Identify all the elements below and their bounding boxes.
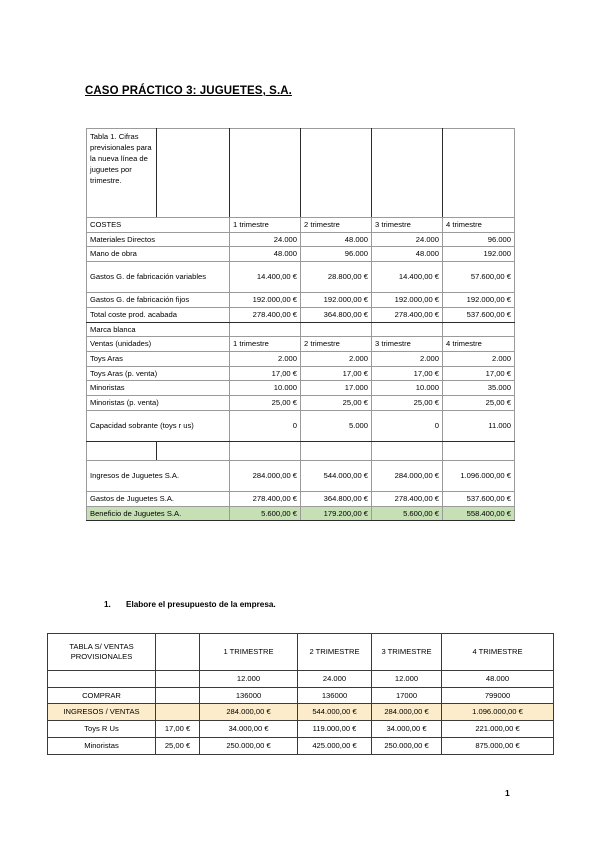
empty-cell: [230, 441, 301, 460]
row-label: Gastos G. de fabricación fijos: [87, 293, 230, 308]
row-value: 192.000,00 €: [372, 293, 443, 308]
empty-cell: [157, 129, 230, 218]
row-value: 28.800,00 €: [301, 262, 372, 293]
question-item-1: [104, 600, 276, 609]
row-value: 14.400,00 €: [230, 262, 301, 293]
benefit-row-value: 179.200,00 €: [301, 506, 372, 521]
empty-cell: [372, 322, 443, 337]
table-row: [87, 232, 515, 247]
row-value: 25,00 €: [443, 396, 515, 411]
income-row-label: INGRESOS / VENTAS: [48, 704, 156, 721]
row-value: 24.000: [230, 232, 301, 247]
sales-header-q2: 2 trimestre: [301, 337, 372, 352]
sales-header-q4: 4 trimestre: [443, 337, 515, 352]
row-value: 96.000: [443, 232, 515, 247]
row-value: 12.000: [200, 671, 298, 688]
row-value: 25,00 €: [372, 396, 443, 411]
income-row-value: 1.096.000,00 €: [442, 704, 554, 721]
row-value: 537.600,00 €: [443, 491, 515, 506]
row-value: 17,00 €: [443, 366, 515, 381]
row-value: 425.000,00 €: [298, 737, 372, 754]
empty-cell: [372, 441, 443, 460]
row-value: 57.600,00 €: [443, 262, 515, 293]
table-row: [48, 671, 554, 688]
row-value: 136000: [200, 687, 298, 704]
table2-header-q3: 3 TRIMESTRE: [372, 634, 442, 671]
row-label: Gastos de Juguetes S.A.: [87, 491, 230, 506]
table-row: [87, 441, 515, 460]
sales-header-q3: 3 trimestre: [372, 337, 443, 352]
row-value: 284.000,00 €: [230, 460, 301, 491]
table-row: [48, 687, 554, 704]
table-row: [87, 506, 515, 521]
table2-header-price: [156, 634, 200, 671]
income-row-price: [156, 704, 200, 721]
empty-cell: [372, 129, 443, 218]
row-label: [48, 671, 156, 688]
row-value: 250.000,00 €: [200, 737, 298, 754]
benefit-row-value: 558.400,00 €: [443, 506, 515, 521]
row-value: 24.000: [298, 671, 372, 688]
row-value: 0: [372, 410, 443, 441]
table-row: [48, 704, 554, 721]
empty-cell: [230, 129, 301, 218]
row-value: 875.000,00 €: [442, 737, 554, 754]
sales-header-label: Ventas (unidades): [87, 337, 230, 352]
row-value: 192.000,00 €: [301, 293, 372, 308]
table2-header-q2: 2 TRIMESTRE: [298, 634, 372, 671]
empty-cell: [301, 322, 372, 337]
table-row: [48, 737, 554, 754]
row-value: 17,00 €: [230, 366, 301, 381]
sales-header-q1: 1 trimestre: [230, 337, 301, 352]
row-price: 25,00 €: [156, 737, 200, 754]
row-value: 364.800,00 €: [301, 307, 372, 322]
row-value: 10.000: [372, 381, 443, 396]
row-value: 17,00 €: [372, 366, 443, 381]
row-value: 34.000,00 €: [372, 721, 442, 738]
costs-header-q3: 3 trimestre: [372, 218, 443, 233]
row-value: 544.000,00 €: [301, 460, 372, 491]
empty-cell: [87, 441, 157, 460]
table-row: [87, 322, 515, 337]
row-value: 2.000: [301, 352, 372, 367]
row-label: Toys Aras (p. venta): [87, 366, 230, 381]
row-label: Capacidad sobrante (toys r us): [87, 410, 230, 441]
row-value: 284.000,00 €: [372, 460, 443, 491]
row-value: 278.400,00 €: [372, 307, 443, 322]
income-row-value: 284.000,00 €: [372, 704, 442, 721]
row-value: 2.000: [230, 352, 301, 367]
row-value: 192.000,00 €: [230, 293, 301, 308]
row-value: 2.000: [372, 352, 443, 367]
table-cifras-previsionales: [86, 128, 515, 521]
table-row: [87, 262, 515, 293]
table-row: [87, 337, 515, 352]
row-value: 17,00 €: [301, 366, 372, 381]
row-value: 48.000: [230, 247, 301, 262]
page-title: CASO PRÁCTICO 3: JUGUETES, S.A.: [85, 85, 292, 97]
table-row: [87, 460, 515, 491]
row-label: Materiales Directos: [87, 232, 230, 247]
benefit-row-value: 5.600,00 €: [230, 506, 301, 521]
table-row: [87, 396, 515, 411]
table2-header-q4: 4 TRIMESTRE: [442, 634, 554, 671]
table-row: [87, 491, 515, 506]
row-value: 34.000,00 €: [200, 721, 298, 738]
row-label: Total coste prod. acabada: [87, 307, 230, 322]
row-value: 1.096.000,00 €: [443, 460, 515, 491]
row-value: 48.000: [301, 232, 372, 247]
empty-cell: [157, 441, 230, 460]
row-value: 48.000: [442, 671, 554, 688]
row-value: 24.000: [372, 232, 443, 247]
row-price: [156, 687, 200, 704]
row-value: 25,00 €: [301, 396, 372, 411]
table2-container: [47, 633, 553, 755]
table2-header-q1: 1 TRIMESTRE: [200, 634, 298, 671]
row-value: 25,00 €: [230, 396, 301, 411]
table-row: [87, 410, 515, 441]
row-value: 14.400,00 €: [372, 262, 443, 293]
row-value: 2.000: [443, 352, 515, 367]
costs-header-q4: 4 trimestre: [443, 218, 515, 233]
row-value: 11.000: [443, 410, 515, 441]
table-row: [87, 293, 515, 308]
row-price: [156, 671, 200, 688]
row-label: Minoristas: [87, 381, 230, 396]
row-value: 17000: [372, 687, 442, 704]
table-row: [87, 352, 515, 367]
row-value: 192.000,00 €: [443, 293, 515, 308]
row-value: 0: [230, 410, 301, 441]
empty-cell: [301, 441, 372, 460]
row-value: 364.800,00 €: [301, 491, 372, 506]
row-value: 537.600,00 €: [443, 307, 515, 322]
income-row-value: 284.000,00 €: [200, 704, 298, 721]
table1-caption: Tabla 1. Cifras previsionales para la nueva línea de juguetes por trimestre.: [87, 129, 157, 218]
table-row: [48, 634, 554, 671]
row-value: 35.000: [443, 381, 515, 396]
empty-cell: [230, 322, 301, 337]
page-number: 1: [505, 788, 510, 798]
costs-header-q2: 2 trimestre: [301, 218, 372, 233]
row-label: Toys Aras: [87, 352, 230, 367]
marca-blanca-label: Marca blanca: [87, 322, 230, 337]
table-row: [87, 381, 515, 396]
row-value: 250.000,00 €: [372, 737, 442, 754]
row-label: Minoristas: [48, 737, 156, 754]
row-price: 17,00 €: [156, 721, 200, 738]
table-row: [48, 721, 554, 738]
row-value: 17.000: [301, 381, 372, 396]
row-value: 10.000: [230, 381, 301, 396]
row-value: 799000: [442, 687, 554, 704]
row-value: 192.000: [443, 247, 515, 262]
table-row: [87, 366, 515, 381]
table-row: [87, 307, 515, 322]
row-label: Gastos G. de fabricación variables: [87, 262, 230, 293]
row-value: 136000: [298, 687, 372, 704]
empty-cell: [301, 129, 372, 218]
benefit-row-value: 5.600,00 €: [372, 506, 443, 521]
costs-header-label: COSTES: [87, 218, 230, 233]
row-label: COMPRAR: [48, 687, 156, 704]
row-value: 119.000,00 €: [298, 721, 372, 738]
row-label: Minoristas (p. venta): [87, 396, 230, 411]
empty-cell: [443, 322, 515, 337]
table-row: [87, 247, 515, 262]
table1-container: [86, 128, 514, 521]
row-value: 96.000: [301, 247, 372, 262]
row-value: 5.000: [301, 410, 372, 441]
costs-header-q1: 1 trimestre: [230, 218, 301, 233]
benefit-row-label: Beneficio de Juguetes S.A.: [87, 506, 230, 521]
empty-cell: [443, 441, 515, 460]
row-value: 48.000: [372, 247, 443, 262]
row-label: Mano de obra: [87, 247, 230, 262]
table-row: [87, 218, 515, 233]
row-value: 12.000: [372, 671, 442, 688]
table-row: [87, 129, 515, 218]
table2-header-label: TABLA S/ VENTAS PROVISIONALES: [48, 634, 156, 671]
question-number: 1.: [104, 600, 111, 609]
row-value: 278.400,00 €: [230, 307, 301, 322]
row-label: Ingresos de Juguetes S.A.: [87, 460, 230, 491]
income-row-value: 544.000,00 €: [298, 704, 372, 721]
row-label: Toys R Us: [48, 721, 156, 738]
table-ventas-provisionales: [47, 633, 554, 755]
row-value: 278.400,00 €: [230, 491, 301, 506]
empty-cell: [443, 129, 515, 218]
row-value: 221.000,00 €: [442, 721, 554, 738]
row-value: 278.400,00 €: [372, 491, 443, 506]
question-text: Elabore el presupuesto de la empresa.: [126, 600, 276, 609]
